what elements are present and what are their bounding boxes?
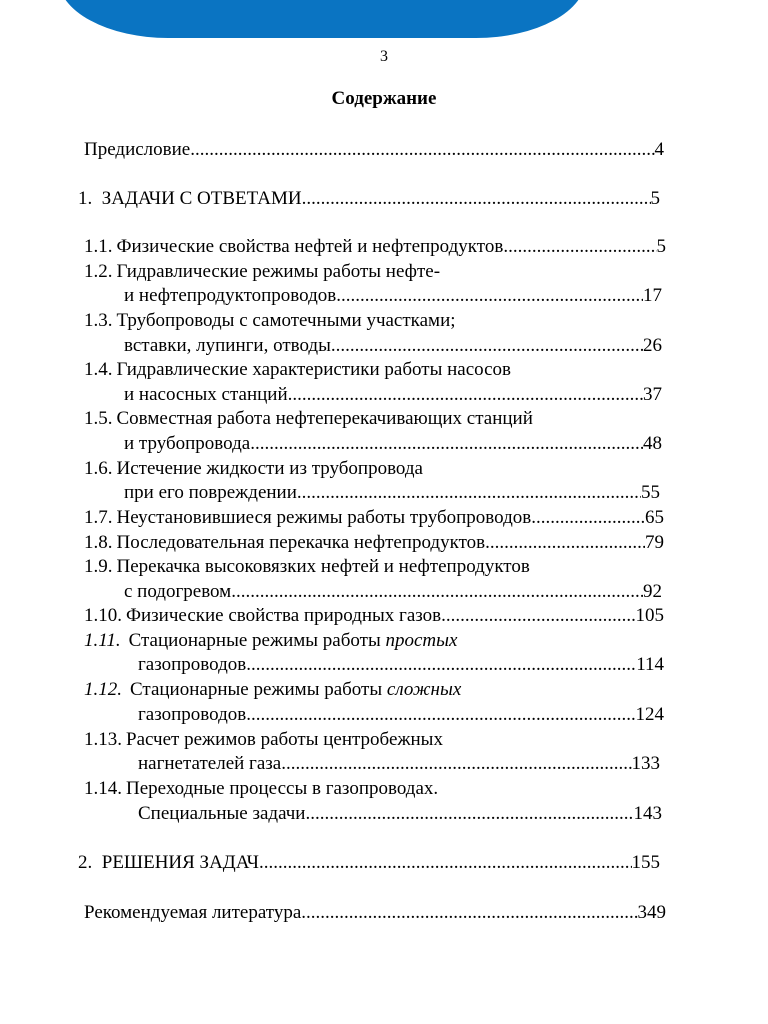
toc-entry-literature[interactable] [84, 901, 666, 925]
toc-entry-label: Стационарные режимы работы [130, 679, 387, 700]
toc-entry-label: Истечение жидкости из трубопровода [116, 458, 423, 479]
toc-entry-part2[interactable] [78, 851, 660, 875]
toc-entry-1-9-line1[interactable] [84, 555, 530, 579]
toc-entry-page: 114 [636, 654, 664, 675]
toc-entry-label: Трубопроводы с самотечными участками; [116, 310, 456, 331]
toc-entry-label: Гидравлические характеристики работы насосов [116, 359, 512, 380]
toc-entry-page: 92 [643, 581, 662, 602]
toc-entry-1-14-line1[interactable] [84, 777, 438, 801]
toc-entry-1-2-line2[interactable] [124, 284, 662, 308]
toc-entry-label: Переходные процессы в газопроводах. [126, 778, 439, 799]
toc-entry-label-italic: сложных [386, 679, 462, 700]
toc-entry-number: 1.3. [84, 310, 113, 331]
toc-entry-number: 1.1. [84, 236, 113, 257]
toc-entry-page: 48 [643, 433, 662, 454]
toc-entry-number: 1.13. [84, 729, 122, 750]
toc-entry-page: 349 [637, 902, 666, 923]
toc-entry-label: Последовательная перекачка нефтепродуктов [116, 532, 486, 553]
toc-entry-1-12-line2[interactable] [138, 703, 664, 727]
toc-entry-page: 143 [633, 803, 662, 824]
toc-entry-label-italic: простых [385, 630, 458, 651]
toc-entry-page: 105 [635, 605, 664, 626]
toc-entry-1-6-line2[interactable] [124, 481, 660, 505]
header-band [58, 0, 586, 38]
toc-entry-1-12-line1[interactable] [84, 678, 461, 702]
toc-entry-label: газопроводов [138, 654, 247, 675]
toc-entry-number: 1.10. [84, 605, 122, 626]
toc-entry-label: и насосных станций [124, 384, 288, 405]
toc-entry-1-5-line2[interactable] [124, 432, 662, 456]
dot-leader [259, 851, 632, 875]
toc-entry-1-1[interactable] [84, 235, 666, 259]
dot-leader [190, 138, 654, 162]
toc-entry-number: 2. [78, 852, 93, 873]
toc-entry-number: 1.8. [84, 532, 113, 553]
dot-leader [231, 580, 643, 604]
toc-entry-number: 1.6. [84, 458, 113, 479]
toc-entry-1-11-line1[interactable] [84, 629, 457, 653]
toc-entry-1-9-line2[interactable] [124, 580, 662, 604]
toc-entry-label: Физические свойства природных газов [126, 605, 442, 626]
toc-entry-part1[interactable] [78, 187, 660, 211]
toc-entry-label: Перекачка высоковязких нефтей и нефтепродуктов [116, 556, 530, 577]
toc-entry-number: 1.9. [84, 556, 113, 577]
toc-entry-number: 1.4. [84, 359, 113, 380]
toc-entry-1-3-line1[interactable] [84, 309, 456, 333]
toc-entry-page: 26 [643, 335, 662, 356]
toc-entry-text [78, 187, 302, 211]
toc-entry-1-10[interactable] [84, 604, 664, 628]
toc-entry-page: 155 [631, 852, 660, 873]
toc-entry-page: 79 [645, 532, 664, 553]
dot-leader [288, 383, 643, 407]
toc-entry-label: с подогревом [124, 581, 232, 602]
toc-entry-label: вставки, лупинги, отводы [124, 335, 331, 356]
dot-leader [302, 187, 651, 211]
toc-entry-preface[interactable] [84, 138, 664, 162]
toc-entry-page: 5 [650, 188, 660, 209]
toc-entry-1-4-line2[interactable] [124, 383, 662, 407]
toc-entry-number: 1.11. [84, 630, 121, 651]
toc-entry-1-6-line1[interactable] [84, 457, 423, 481]
toc-entry-page: 37 [643, 384, 662, 405]
toc-entry-label: и нефтепродуктопроводов [124, 285, 337, 306]
toc-entry-page: 5 [656, 236, 666, 257]
toc-entry-1-13-line2[interactable] [138, 752, 660, 776]
toc-entry-label: РЕШЕНИЯ ЗАДАЧ [101, 852, 259, 873]
toc-entry-label: Специальные задачи [138, 803, 306, 824]
toc-entry-page: 17 [643, 285, 662, 306]
toc-entry-label: при его повреждении [124, 482, 297, 503]
toc-entry-1-14-line2[interactable] [138, 802, 662, 826]
toc-entry-label: Стационарные режимы работы [128, 630, 386, 651]
toc-entry-page: 133 [631, 753, 660, 774]
toc-entry-1-8[interactable] [84, 531, 664, 555]
toc-entry-label: Неустановившиеся режимы работы трубопроводов [116, 507, 532, 528]
toc-entry-number: 1.2. [84, 261, 113, 282]
dot-leader [305, 802, 633, 826]
toc-entry-text: Рекомендуемая литература [84, 902, 302, 923]
toc-entry-label: Расчет режимов работы центробежных [126, 729, 443, 750]
dot-leader [441, 604, 635, 628]
toc-entry-1-2-line1[interactable] [84, 260, 440, 284]
toc-entry-label: Совместная работа нефтеперекачивающих станций [116, 408, 533, 429]
page-number: 3 [380, 48, 388, 65]
toc-entry-text: Предисловие [84, 139, 191, 160]
toc-entry-number: 1.14. [84, 778, 122, 799]
toc-entry-label: Гидравлические режимы работы нефте- [116, 261, 441, 282]
dot-leader [297, 481, 641, 505]
toc-entry-page: 65 [645, 507, 664, 528]
toc-entry-label: и трубопровода [124, 433, 251, 454]
toc-entry-number: 1.12. [84, 679, 122, 700]
toc-entry-number: 1.7. [84, 507, 113, 528]
dot-leader [331, 334, 643, 358]
dot-leader [485, 531, 645, 555]
toc-title: Содержание [331, 88, 437, 109]
dot-leader [246, 703, 635, 727]
toc-entry-label: Физические свойства нефтей и нефтепродуктов [116, 236, 504, 257]
toc-entry-page: 4 [654, 139, 664, 160]
toc-entry-number: 1.5. [84, 408, 113, 429]
toc-entry-1-3-line2[interactable] [124, 334, 662, 358]
dot-leader [336, 284, 643, 308]
toc-entry-label: газопроводов [138, 704, 247, 725]
toc-entry-page: 55 [641, 482, 660, 503]
dot-leader [531, 506, 645, 530]
toc-entry-number: 1. [78, 188, 93, 209]
toc-entry-1-5-line1[interactable] [84, 407, 533, 431]
dot-leader [503, 235, 656, 259]
dot-leader [246, 653, 636, 677]
toc-entry-1-4-line1[interactable] [84, 358, 511, 382]
toc-entry-page: 124 [635, 704, 664, 725]
dot-leader [281, 752, 631, 776]
toc-entry-1-7[interactable] [84, 506, 664, 530]
toc-entry-1-11-line2[interactable] [138, 653, 664, 677]
toc-entry-1-13-line1[interactable] [84, 728, 443, 752]
dot-leader [301, 901, 637, 925]
toc-entry-label: ЗАДАЧИ С ОТВЕТАМИ [101, 188, 302, 209]
toc-entry-label: нагнетателей газа [138, 753, 282, 774]
dot-leader [250, 432, 643, 456]
